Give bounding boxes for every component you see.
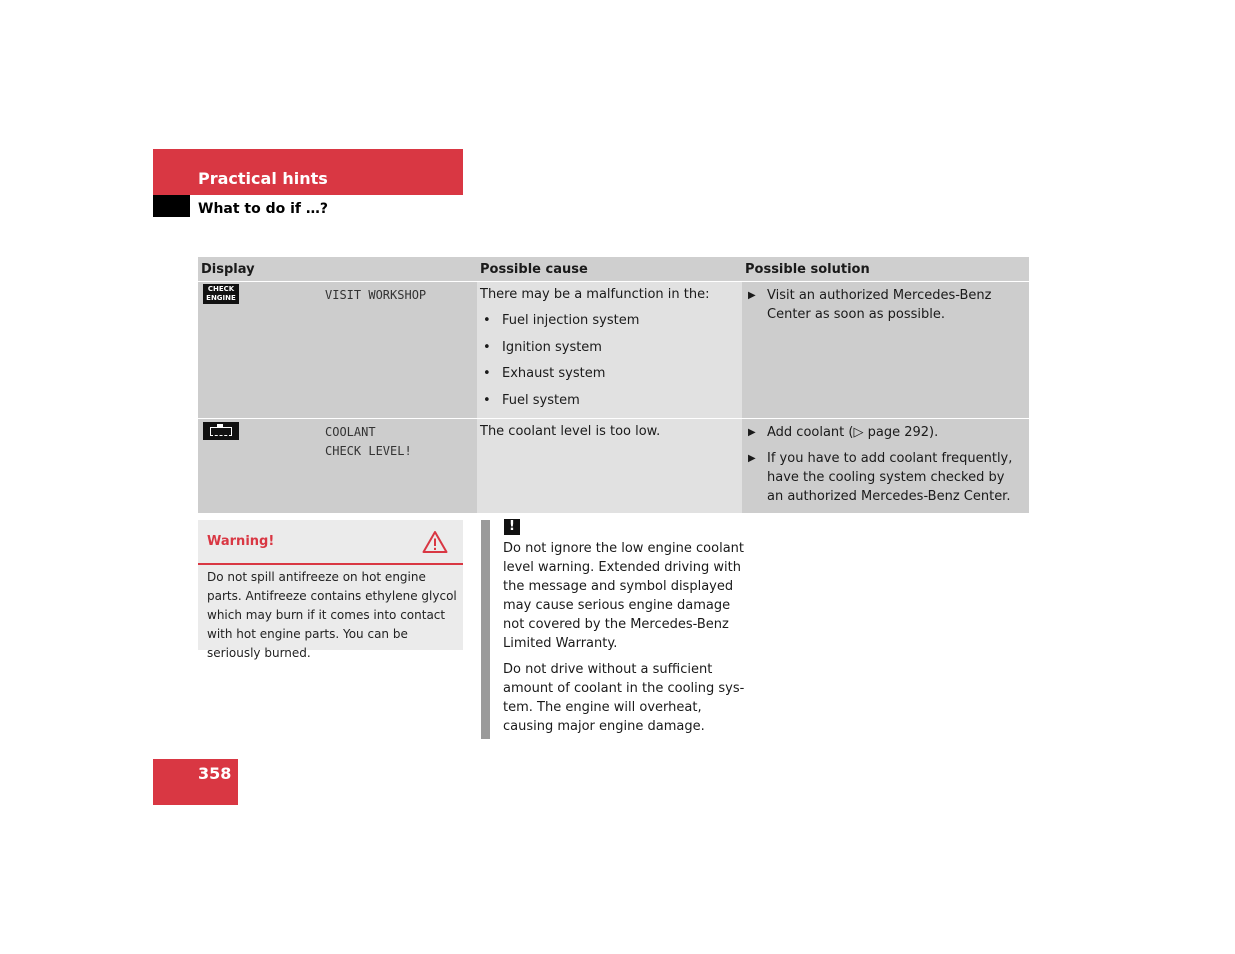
warning-header xyxy=(198,520,463,565)
list-item xyxy=(745,423,1021,442)
warning-box xyxy=(198,520,463,660)
cause-cell xyxy=(477,282,742,419)
solution-item: Add coolant (▷ page 292). xyxy=(767,425,939,440)
cause-cell xyxy=(477,419,742,514)
warning-text: Do not spill antifreeze on hot engine parts. Antifreeze contains ethylene glycol which may burn if it comes into contact with hot engine parts. You can be seriously burned. xyxy=(207,570,457,660)
column-header-solution: Possible solution xyxy=(742,257,1029,282)
list-item xyxy=(480,339,742,357)
bullet-icon: • xyxy=(483,366,491,381)
bullet-icon: • xyxy=(483,313,491,328)
subsection-title: What to do if …? xyxy=(198,201,329,217)
solution-list xyxy=(742,419,1029,506)
list-item xyxy=(745,286,1021,324)
display-cell xyxy=(198,419,477,514)
arrow-right-icon: ▶ xyxy=(748,290,756,301)
list-item xyxy=(480,392,742,410)
note-sidebar xyxy=(481,520,490,739)
solution-cell xyxy=(742,419,1029,514)
list-item xyxy=(480,365,742,383)
solution-item: Visit an authorized Mercedes-Benz Center as soon as possible. xyxy=(767,288,992,322)
table-row xyxy=(198,419,1029,514)
cause-item: Exhaust system xyxy=(502,366,606,381)
bullet-icon: • xyxy=(483,392,491,408)
diagnostic-table xyxy=(198,257,1029,513)
cause-item: Fuel injection system xyxy=(502,313,640,328)
subsection-marker xyxy=(153,195,190,217)
arrow-right-icon: ▶ xyxy=(748,453,756,464)
cause-item: Ignition system xyxy=(502,339,602,355)
section-title: Practical hints xyxy=(198,169,328,188)
solution-cell xyxy=(742,282,1029,419)
display-cell xyxy=(198,282,477,419)
display-message: COOLANT CHECK LEVEL! xyxy=(325,425,412,458)
list-item xyxy=(745,449,1021,506)
warning-label: Warning! xyxy=(207,534,275,549)
table-row xyxy=(198,282,1029,419)
page-number: 358 xyxy=(198,764,232,783)
check-engine-icon-line1: CHECK xyxy=(207,285,235,293)
table-header-row xyxy=(198,257,1029,282)
solution-list xyxy=(742,282,1029,324)
coolant-level-icon xyxy=(203,422,239,440)
attention-icon: ! xyxy=(504,519,520,535)
cause-item: Fuel system xyxy=(502,392,580,408)
cause-intro: The coolant level is too low. xyxy=(480,424,661,439)
column-header-display: Display xyxy=(198,257,477,282)
column-header-cause: Possible cause xyxy=(477,257,742,282)
note-text xyxy=(503,539,749,743)
check-engine-icon-line2: ENGINE xyxy=(206,294,236,302)
warning-triangle-icon xyxy=(422,530,448,554)
note-paragraph: Do not drive without a sufficient amount of coolant in the cooling sys-tem. The engine will overheat, causing major engine damage. xyxy=(503,662,745,734)
display-message: VISIT WORKSHOP xyxy=(325,288,427,302)
solution-item: If you have to add coolant frequently, have the cooling system checked by an authorized Mercedes-Benz Center. xyxy=(767,451,1013,504)
note-paragraph: Do not ignore the low engine coolant level warning. Extended driving with the message and symbol displayed may cause serious engine damage not covered by the Mercedes-Benz Limited Warranty. xyxy=(503,541,745,651)
bullet-icon: • xyxy=(483,339,491,355)
arrow-right-icon: ▶ xyxy=(748,427,756,438)
check-engine-icon xyxy=(203,284,239,304)
cause-intro: There may be a malfunction in the: xyxy=(480,287,710,302)
list-item xyxy=(480,312,742,330)
cause-list xyxy=(477,312,742,410)
